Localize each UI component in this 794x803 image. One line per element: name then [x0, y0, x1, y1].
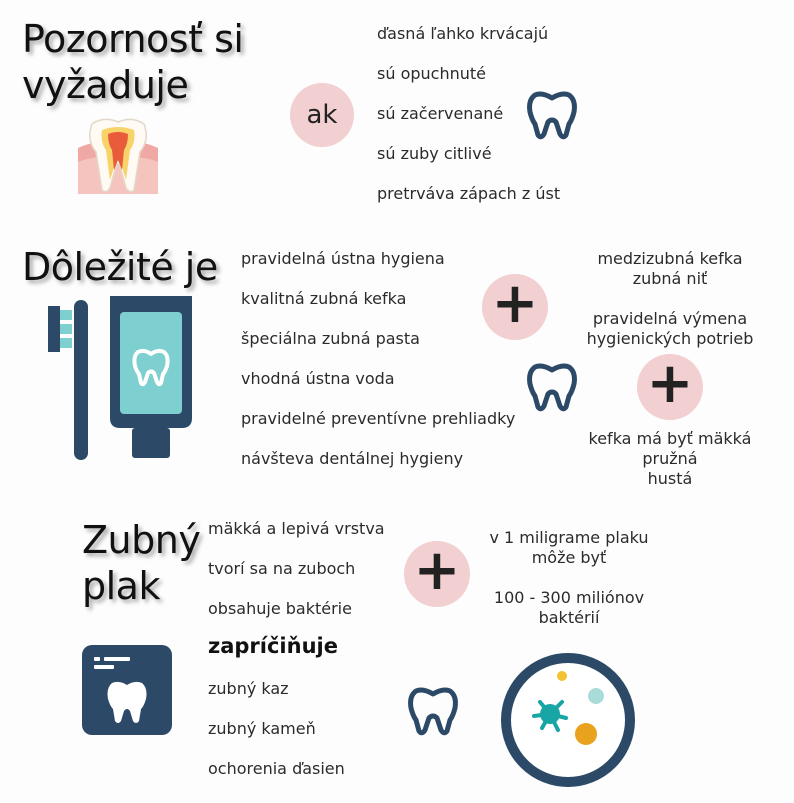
- tooth-outline-icon: [527, 364, 577, 410]
- tooth-outline-icon: [527, 92, 577, 138]
- s1-item-5: pretrváva zápach z úst: [377, 184, 561, 203]
- s3-cause-3: ochorenia ďasien: [208, 759, 345, 778]
- s3-count-line2: baktérií: [538, 608, 600, 627]
- ak-label: ak: [306, 100, 338, 130]
- s3-fact-line2: môže byť: [531, 548, 607, 567]
- s3-plus-circle: [404, 538, 470, 607]
- s3-item-1: mäkká a lepivá vrstva: [208, 519, 385, 538]
- s2-item-6: návšteva dentálnej hygieny: [241, 449, 464, 468]
- s3-count-line1: 100 - 300 miliónov: [493, 588, 645, 607]
- section2-title: Dôležité je: [22, 245, 218, 289]
- s3-fact-line1: v 1 miligrame plaku: [489, 528, 649, 547]
- s1-item-4: sú zuby citlivé: [377, 144, 492, 163]
- s2-extra-2: zubná niť: [632, 269, 708, 288]
- section1-title-line1: Pozornosť si: [22, 17, 244, 61]
- s2-brush-3: hustá: [647, 469, 693, 488]
- s2-extras: [582, 249, 758, 289]
- s2-item-2: kvalitná zubná kefka: [241, 289, 407, 308]
- toothbrush-icon: [40, 300, 96, 460]
- section1-title-line2: vyžaduje: [22, 63, 189, 107]
- toothpaste-icon: [104, 292, 198, 460]
- plus-icon: +: [413, 538, 461, 603]
- s2-replacement: [572, 309, 768, 349]
- s3-causes-label: zapríčiňuje: [208, 634, 338, 658]
- plus-icon: +: [646, 351, 694, 416]
- s2-item-5: pravidelné preventívne prehliadky: [241, 409, 516, 428]
- s2-replacement-1: pravidelná výmena: [592, 309, 748, 328]
- s2-replacement-2: hygienických potrieb: [586, 329, 754, 348]
- section3-title-line2: plak: [82, 564, 160, 608]
- section1-title: [22, 16, 243, 108]
- s1-item-3: sú začervenané: [377, 104, 504, 123]
- s2-item-4: vhodná ústna voda: [241, 369, 395, 388]
- s2-brush-1: kefka má byť mäkká: [588, 429, 752, 448]
- s3-cause-2: zubný kameň: [208, 719, 316, 738]
- ak-circle: [290, 83, 354, 147]
- tooth-outline-icon: [408, 688, 458, 734]
- s2-extra-1: medzizubná kefka: [597, 249, 743, 268]
- s2-plus-circle-1: [482, 271, 548, 340]
- s1-item-1: ďasná ľahko krvácajú: [377, 24, 549, 43]
- s2-brush-props: [572, 429, 768, 489]
- s2-brush-2: pružná: [642, 449, 698, 468]
- bacteria-icon: [500, 652, 636, 788]
- s3-count: [476, 588, 662, 628]
- s2-item-1: pravidelná ústna hygiena: [241, 249, 445, 268]
- s3-item-3: obsahuje baktérie: [208, 599, 352, 618]
- tooth-screen-icon: [82, 645, 172, 735]
- section3-title-line1: Zubný: [82, 518, 201, 562]
- s3-item-2: tvorí sa na zuboch: [208, 559, 356, 578]
- s2-plus-circle-2: [637, 351, 703, 420]
- s3-fact: [476, 528, 662, 568]
- s2-item-3: špeciálna zubná pasta: [241, 329, 420, 348]
- s1-item-2: sú opuchnuté: [377, 64, 486, 83]
- section3-title: [82, 517, 200, 609]
- tooth-cross-section-icon: [78, 118, 158, 194]
- plus-icon: +: [491, 271, 539, 336]
- s3-cause-1: zubný kaz: [208, 679, 289, 698]
